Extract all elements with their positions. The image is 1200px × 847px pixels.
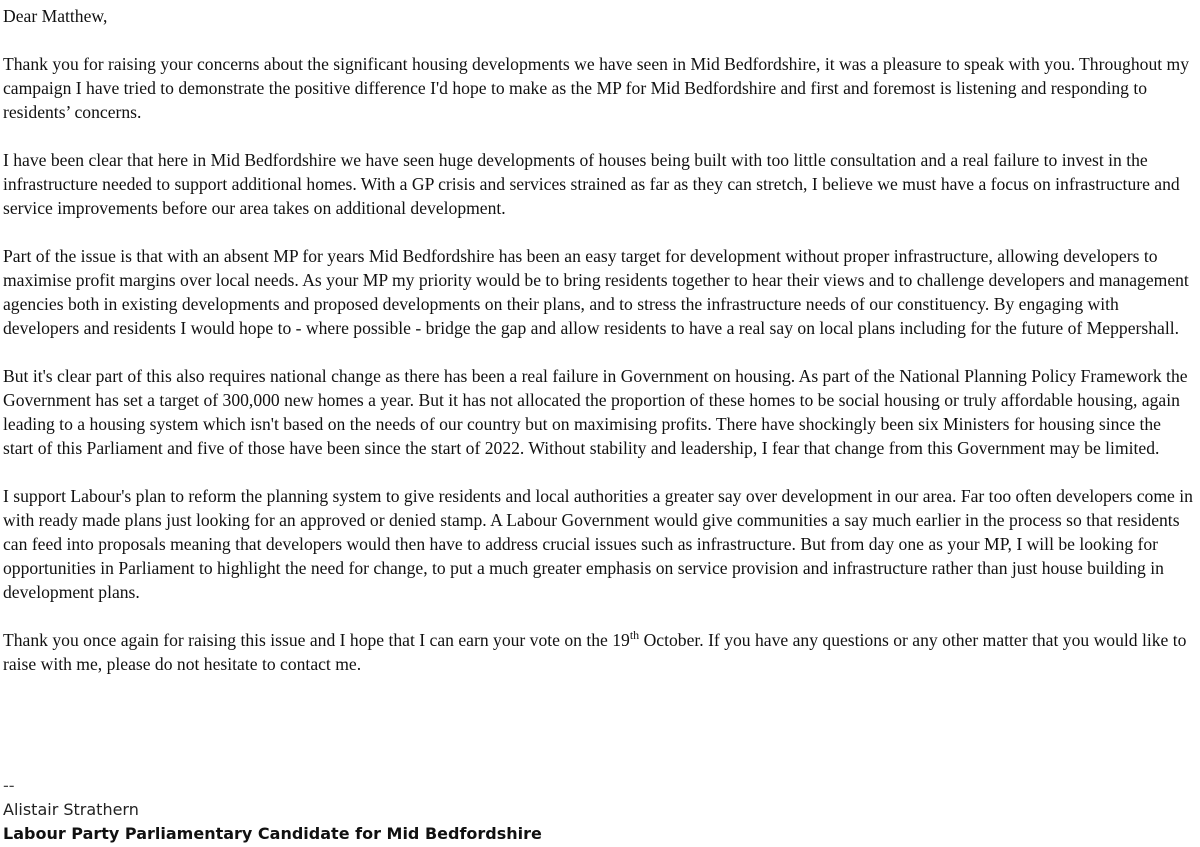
letter-paragraph-2: I have been clear that here in Mid Bedfordshire we have seen huge developments of houses being built with too little consultation and a real failure to invest in the infrastructure needed to support additional homes. With a GP crisis and services strained as far as they can stretch, I believe we must have a focus on infrastructure and service improvements before our area takes on additional development. (3, 150, 1180, 218)
email-signature (3, 774, 542, 846)
closing-text-before: Thank you once again for raising this issue and I hope that I can earn your vote on the 19 (3, 630, 630, 650)
letter-closing (3, 628, 1195, 676)
letter-paragraph-1: Thank you for raising your concerns about the significant housing developments we have seen in Mid Bedfordshire, it was a pleasure to speak with you. Throughout my campaign I have tried to demonstrate the positive difference I'd hope to make as the MP for Mid Bedfordshire and first and foremost is listening and responding to residents’ concerns. (3, 54, 1190, 122)
signature-title: Labour Party Parliamentary Candidate for Mid Bedfordshire (3, 824, 542, 843)
letter-paragraph-5: I support Labour's plan to reform the planning system to give residents and local authorities a greater say over development in our area. Far too often developers come in with ready made plans just looking for an approved or denied stamp. A Labour Government would give communities a say much earlier in the process so that residents can feed into proposals meaning that developers would then have to address crucial issues such as infrastructure. But from day one as your MP, I will be looking for opportunities in Parliament to highlight the need for change, to put a much greater emphasis on service provision and infrastructure rather than just house building in development plans. (3, 486, 1193, 602)
closing-text-after: October. If you have any questions or any other matter that you would like to raise with me, please do not hesitate to contact me. (3, 630, 1187, 674)
letter-paragraph-4: But it's clear part of this also requires national change as there has been a real failure in Government on housing. As part of the National Planning Policy Framework the Government has set a target of 300,000 new homes a year. But it has not allocated the proportion of these homes to be social housing or truly affordable housing, again leading to a housing system which isn't based on the needs of our country but on maximising profits. There have shockingly been six Ministers for housing since the start of this Parliament and five of those have been since the start of 2022. Without stability and leadership, I fear that change from this Government may be limited. (3, 366, 1188, 458)
closing-ordinal-suffix: th (629, 628, 640, 642)
letter-greeting: Dear Matthew, (3, 6, 108, 26)
letter-paragraph-3: Part of the issue is that with an absent MP for years Mid Bedfordshire has been an easy target for development without proper infrastructure, allowing developers to maximise profit margins over local needs. As your MP my priority would be to bring residents together to hear their views and to challenge developers and management agencies both in existing developments and proposed developments on their plans, and to stress the infrastructure needs of our constituency. By engaging with developers and residents I would hope to - where possible - bridge the gap and allow residents to have a real say on local plans including for the future of Meppershall. (3, 246, 1189, 338)
signature-name: Alistair Strathern (3, 800, 139, 819)
signature-separator: -- (3, 776, 15, 795)
email-body (3, 4, 1195, 700)
